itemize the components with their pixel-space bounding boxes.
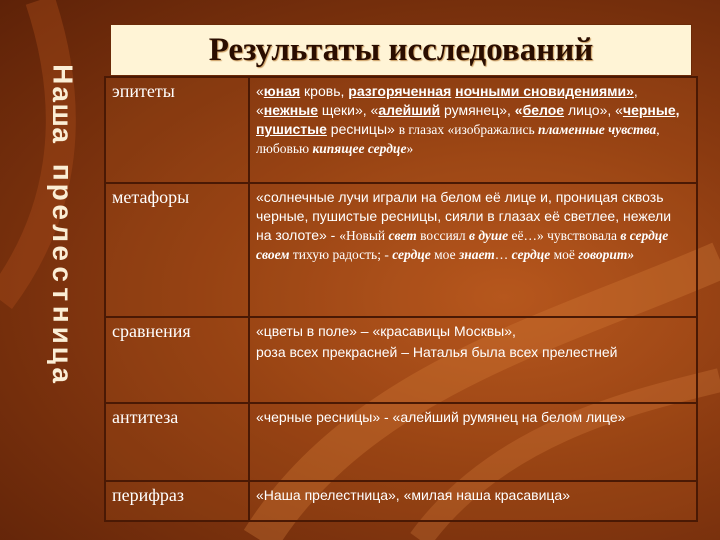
example-text: кипящее сердце [312,141,407,156]
example-paragraph: «цветы в поле» – «красавицы Москвы», [256,323,516,339]
vertical-title-letter: и [47,326,79,344]
example-cell [249,317,697,403]
vertical-title-letter: е [47,204,79,221]
vertical-title-letter: а [47,127,79,144]
table-row [105,183,697,317]
vertical-title [46,64,86,386]
page-title: Результаты исследований [208,31,594,68]
example-text: «Новый [339,228,389,243]
example-text: «солнечные лучи играли на белом её лице и, проницая сквозь черные, пушистые ресницы, сияли в глазах её светлее, нежели на золоте» - [256,189,672,243]
example-text: разгоряченная [348,83,452,99]
example-text: кровь, [300,83,349,99]
example-text: щеки», « [317,102,379,118]
term-cell: метафоры [105,183,249,317]
example-text: «черные ресницы» - «алейший румянец на белом лице» [256,409,626,425]
example-text: , любовью [256,122,660,156]
term-cell: сравнения [105,317,249,403]
vertical-title-letter: а [47,367,79,384]
example-text: знает [458,247,495,262]
example-text: «Наша прелестница», «милая наша красавица» [256,487,570,503]
example-text: белое [522,102,565,118]
example-text: её…» чувствовала [508,228,621,243]
vertical-title-letter: Н [47,64,79,85]
example-text: в глазах «изображались [398,122,538,137]
vertical-title-word [47,162,79,386]
example-text: воссиял [416,228,469,243]
vertical-title-word [47,64,79,146]
example-text: черные, пушистые [256,102,680,137]
example-text: тихую радость; - [289,247,393,262]
example-text: свет [388,228,417,243]
example-cell [249,183,697,317]
example-text: , « [256,83,638,118]
example-text: сердце [511,247,551,262]
example-text: сердце [392,247,431,262]
research-table [104,76,698,522]
term-cell: эпитеты [105,77,249,183]
example-text: нежные [263,102,318,118]
term-cell: антитеза [105,403,249,481]
example-text: лицо», « [564,102,623,118]
vertical-title-letter: т [47,287,79,301]
example-text: говорит» [578,247,635,262]
vertical-title-letter: а [47,86,79,103]
example-text: пламенные чувства [537,122,657,137]
vertical-title-letter: н [47,306,79,323]
title-box [110,24,692,76]
vertical-title-letter: п [47,163,79,181]
example-text: юная [263,83,301,99]
example-text: ночными сновидениями» [455,83,634,99]
vertical-title-letter: р [47,183,79,201]
table-row [105,317,697,403]
example-cell [249,77,697,183]
example-cell [249,403,697,481]
example-cell [249,481,697,521]
table-row [105,481,697,521]
example-text: моё [550,247,579,262]
vertical-title-letter: е [47,245,79,262]
example-text: « [256,83,264,99]
example-text: … [494,247,512,262]
example-text: в душе [469,228,509,243]
vertical-title-letter: л [47,224,79,242]
vertical-title-letter: с [47,265,79,282]
example-text: в сердце своем [256,228,669,262]
example-paragraph: роза всех прекрасней – Наталья была всех прелестней [256,344,618,360]
term-cell: перифраз [105,481,249,521]
example-text: ресницы» [326,121,399,137]
vertical-title-letter: ш [47,103,79,127]
example-text: мое [430,247,459,262]
vertical-title-letter: ц [47,346,79,364]
table-row [105,77,697,183]
example-text: « [514,102,523,118]
example-text: алейший [378,102,441,118]
example-text: румянец», [440,102,515,118]
table-row [105,403,697,481]
example-text: » [406,141,414,156]
